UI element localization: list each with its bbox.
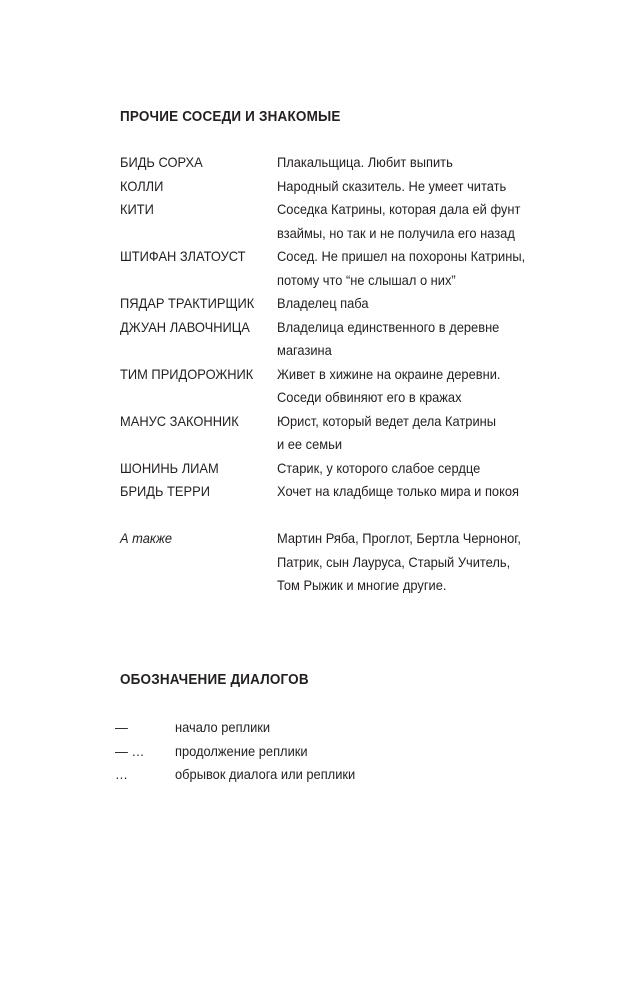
character-description [277, 316, 560, 363]
character-name: БРИДЬ ТЕРРИ [120, 483, 210, 499]
character-name: ТИМ ПРИДОРОЖНИК [120, 365, 254, 382]
dialogue-legend [115, 716, 515, 787]
legend-meaning: продолжение реплики [175, 742, 308, 759]
description-line: Плакальщица. Любит выпить [277, 154, 453, 170]
character-entry [120, 292, 560, 316]
character-entry [120, 245, 560, 292]
character-description [277, 198, 560, 245]
character-name: БИДЬ СОРХА [120, 154, 203, 170]
character-entry [120, 457, 560, 481]
description-line: взаймы, но так и не получила его назад [277, 224, 515, 241]
legend-row [115, 763, 515, 787]
character-name: ШОНИНЬ ЛИАМ [120, 459, 219, 476]
description-line: Соседи обвиняют его в кражах [277, 389, 462, 405]
also-label: А также [120, 530, 173, 546]
description-line: Хочет на кладбище только мира и покоя [277, 483, 520, 499]
legend-meaning: обрывок диалога или реплики [175, 766, 356, 782]
character-entry [120, 363, 560, 410]
legend-symbol: … [115, 766, 128, 782]
character-name: ДЖУАН ЛАВОЧНИЦА [120, 318, 250, 335]
character-name: ШТИФАН ЗЛАТОУСТ [120, 248, 246, 264]
description-line: Владелица единственного в деревне [277, 318, 500, 335]
description-line: и ее семьи [277, 436, 343, 452]
legend-meaning: начало реплики [175, 719, 271, 735]
description-line: Живет в хижине на окраине деревни. [277, 365, 501, 382]
character-name: КИТИ [120, 201, 154, 217]
character-entry [120, 198, 560, 245]
description-line: потому что “не слышал о них” [277, 271, 456, 288]
description-line: Владелец паба [277, 295, 369, 311]
character-name: ПЯДАР ТРАКТИРЩИК [120, 295, 255, 311]
legend-symbol: — [115, 719, 128, 735]
also-description [277, 527, 560, 598]
character-description [277, 410, 560, 457]
character-description [277, 175, 560, 199]
description-line: Том Рыжик и многие другие. [277, 577, 447, 593]
legend-row [115, 716, 515, 740]
section-heading-dialogue: ОБОЗНАЧЕНИЕ ДИАЛОГОВ [120, 672, 309, 688]
character-description [277, 292, 560, 316]
legend-row [115, 740, 515, 764]
description-line: Соседка Катрины, которая дала ей фунт [277, 201, 521, 217]
character-entry [120, 480, 560, 504]
character-entry [120, 316, 560, 363]
section-heading-neighbors: ПРОЧИЕ СОСЕДИ И ЗНАКОМЫЕ [120, 109, 341, 125]
also-entry [120, 527, 560, 598]
legend-symbol: — … [115, 742, 145, 759]
character-description [277, 480, 560, 504]
character-description [277, 245, 560, 292]
character-description [277, 457, 560, 481]
character-description [277, 151, 560, 175]
description-line: Патрик, сын Лауруса, Старый Учитель, [277, 553, 511, 570]
description-line: Юрист, который ведет дела Катрины [277, 412, 497, 429]
character-name: КОЛЛИ [120, 177, 164, 194]
description-line: Старик, у которого слабое сердце [277, 459, 481, 476]
character-entry [120, 175, 560, 199]
character-entry [120, 410, 560, 457]
character-entry [120, 151, 560, 175]
description-line: Народный сказитель. Не умеет читать [277, 177, 507, 194]
character-list [120, 151, 560, 598]
character-name: МАНУС ЗАКОННИК [120, 412, 239, 429]
description-line: магазина [277, 342, 332, 358]
character-description [277, 363, 560, 410]
description-line: Сосед. Не пришел на похороны Катрины, [277, 248, 526, 264]
description-line: Мартин Ряба, Проглот, Бертла Черноног, [277, 530, 521, 546]
